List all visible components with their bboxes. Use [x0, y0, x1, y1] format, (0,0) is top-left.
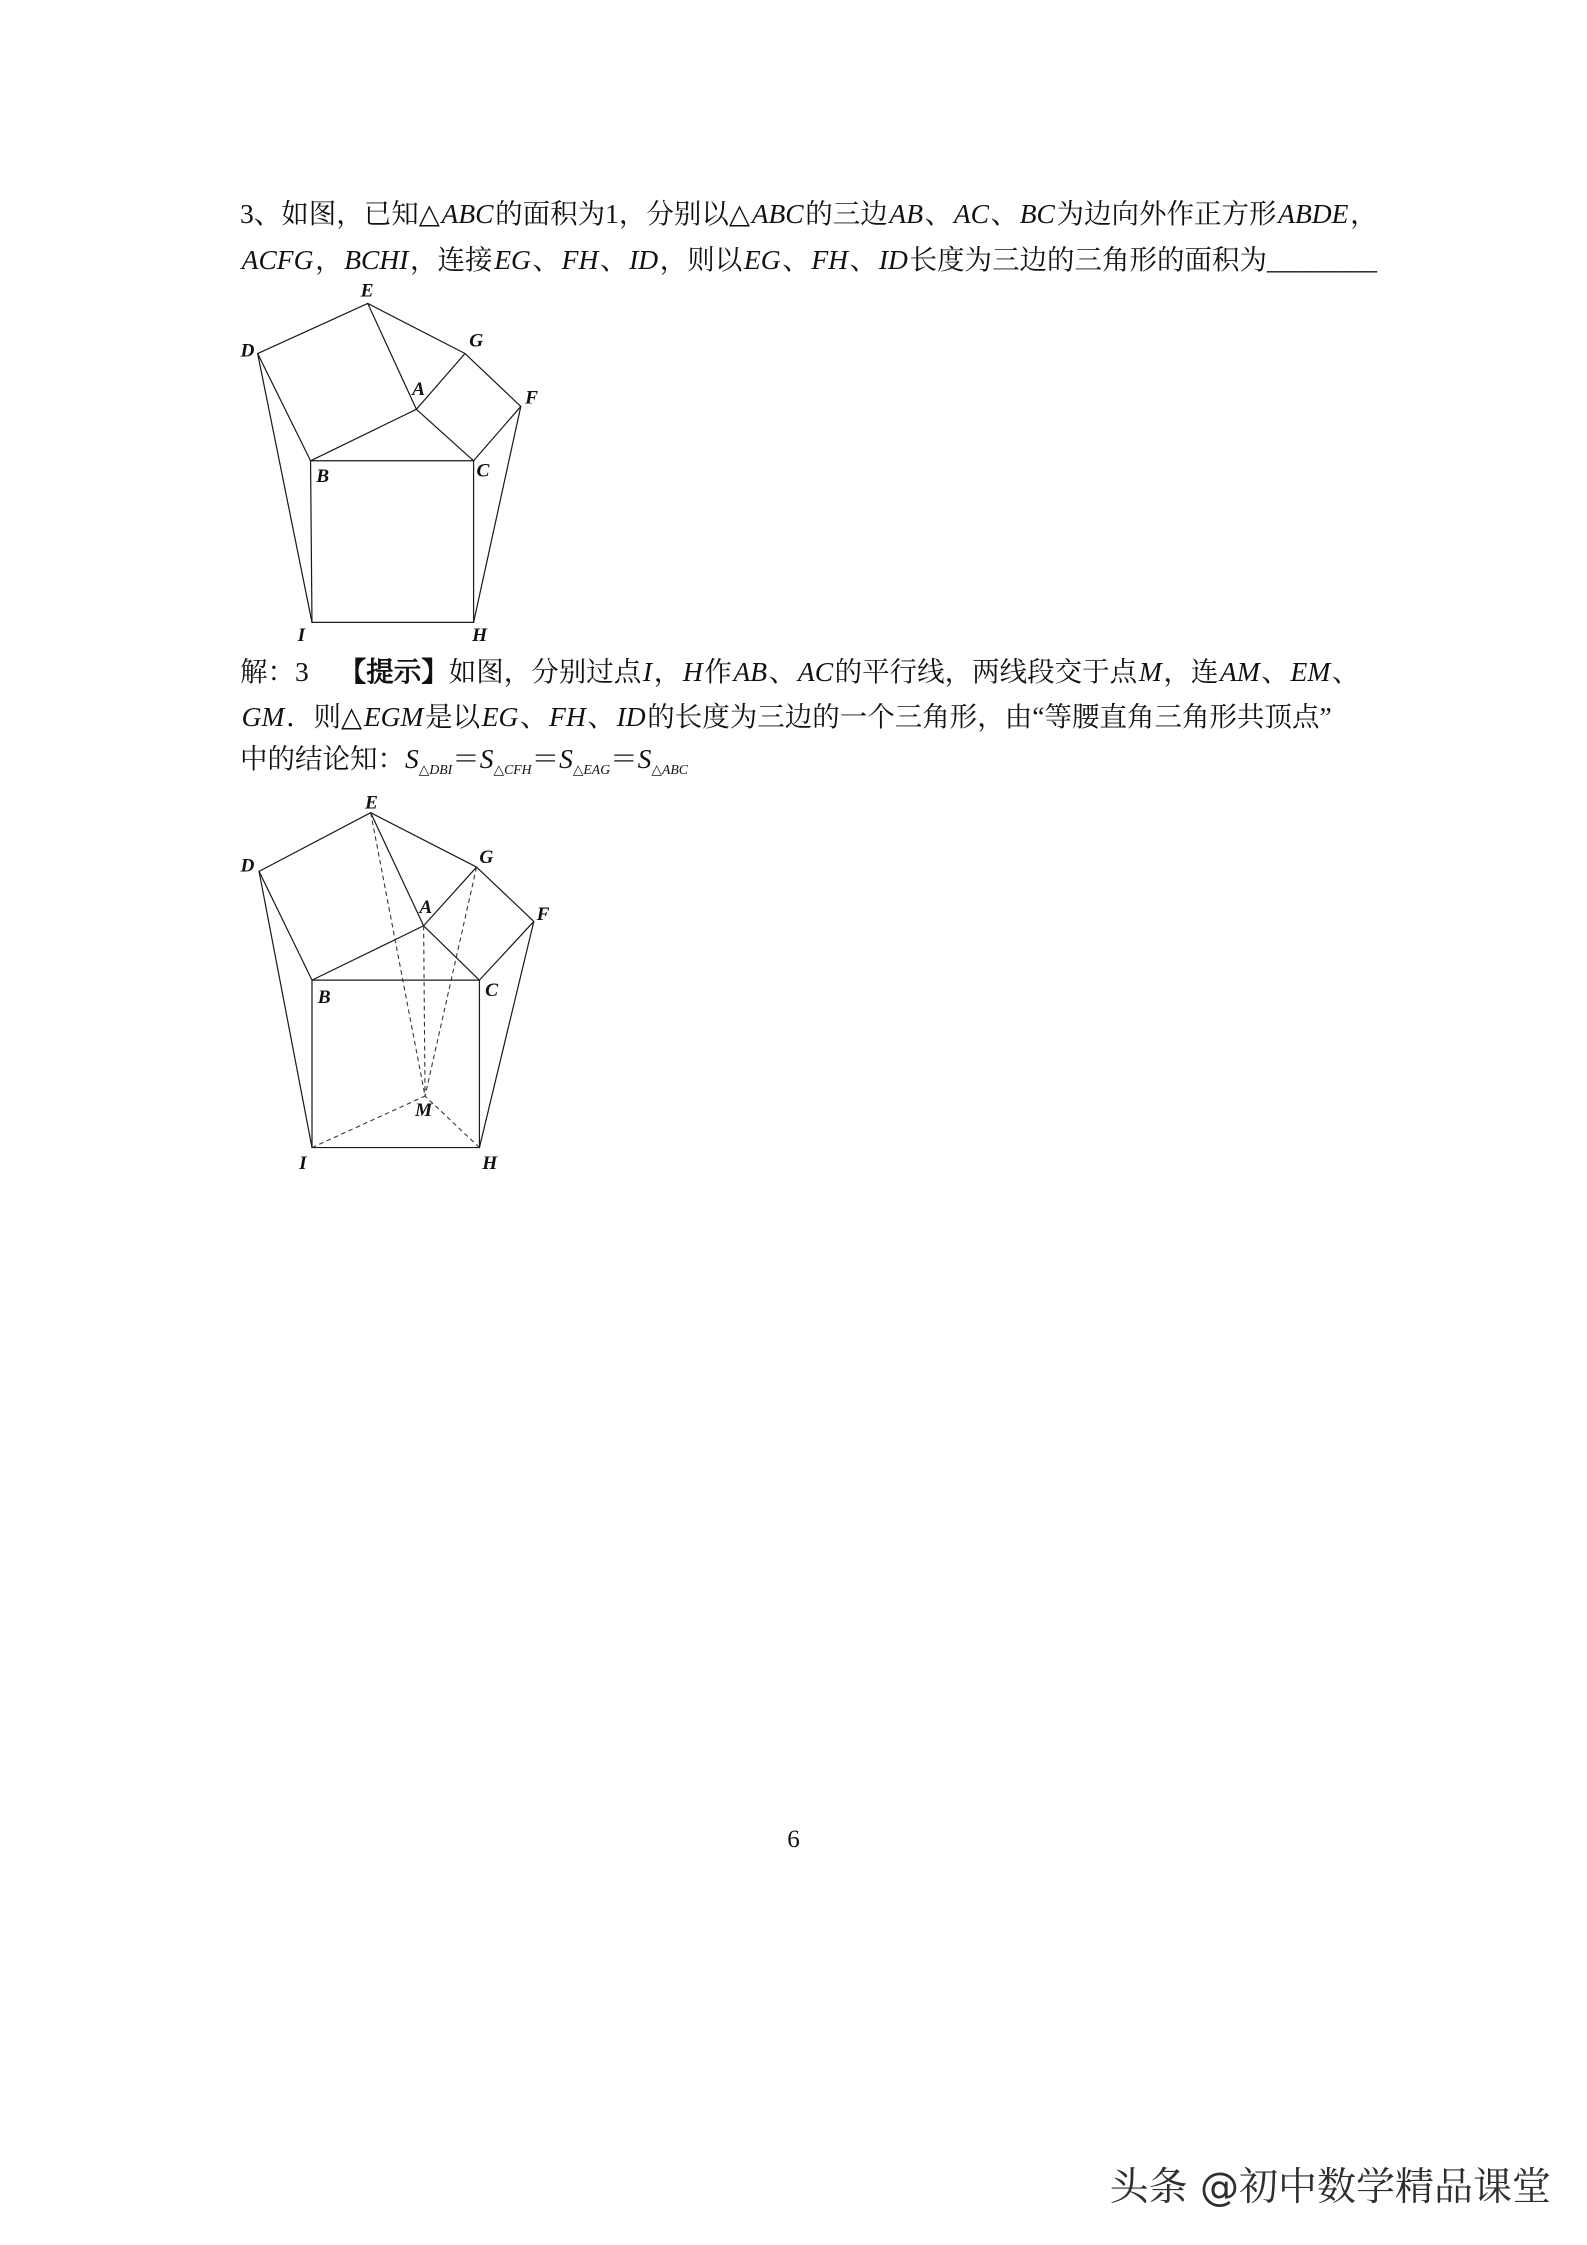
area-symbol: S	[637, 743, 652, 774]
math-variable: I	[642, 656, 653, 687]
math-variable: FH	[549, 701, 586, 732]
math-variable: GM	[241, 701, 285, 732]
point-label-M: M	[415, 1100, 433, 1122]
point-label-E: E	[360, 280, 374, 302]
math-variable: ID	[616, 701, 646, 732]
math-variable: ABC	[441, 198, 494, 229]
segment-EA	[368, 303, 417, 409]
point-label-A: A	[419, 896, 433, 918]
solution-line-1	[240, 650, 1359, 694]
question-line-2: ACFG，BCHI，连接EG、FH、ID，则以EG、FH、ID长度为三边的三角形的面积为________	[241, 244, 1377, 275]
math-variable: DBI	[429, 762, 453, 778]
math-variable: H	[682, 656, 703, 687]
math-variable: EAG	[583, 762, 611, 778]
math-variable: BC	[1019, 198, 1055, 229]
point-label-C: C	[476, 460, 490, 482]
point-label-H: H	[482, 1153, 498, 1175]
point-label-A: A	[412, 378, 425, 400]
point-label-B: B	[317, 987, 331, 1009]
math-variable: ABC	[661, 762, 688, 778]
equals-sign: ＝	[452, 743, 480, 774]
point-label-G: G	[479, 846, 494, 868]
area-symbol: S	[559, 743, 573, 774]
segment-CA	[424, 926, 480, 980]
area-subscript: △CFH	[493, 762, 532, 778]
math-variable: EM	[1290, 656, 1331, 687]
question-line-1: 3、如图，已知△ABC的面积为1，分别以△ABC的三边AB、AC、BC为边向外作正方形ABDE，	[240, 198, 1378, 229]
segment-DE	[258, 303, 368, 353]
equals-sign: ＝	[531, 743, 560, 774]
math-variable: AC	[953, 198, 989, 229]
equals-sign: ＝	[610, 743, 638, 774]
segment-FH	[474, 406, 521, 622]
math-variable: EG	[494, 244, 531, 275]
area-subscript: △ABC	[651, 762, 688, 778]
math-variable: AC	[797, 656, 834, 687]
segment-DE	[259, 813, 371, 872]
math-variable: ID	[629, 244, 659, 275]
math-variable: FH	[811, 244, 849, 275]
segment-AB	[312, 926, 424, 980]
math-variable: FH	[561, 244, 599, 275]
figure-2-auxiliary-point-M	[229, 784, 561, 1182]
point-label-H: H	[472, 624, 488, 646]
segment-GF	[465, 354, 521, 407]
answer-label: 解：3	[240, 656, 309, 687]
area-subscript: △EAG	[572, 762, 611, 778]
dashed-segment-AM	[424, 926, 425, 1096]
segment-BD	[259, 871, 312, 980]
dashed-segment-IM	[312, 1096, 425, 1148]
segment-GF	[477, 867, 534, 921]
point-label-I: I	[297, 624, 306, 646]
area-term-1	[405, 743, 453, 778]
point-label-D: D	[240, 340, 255, 362]
hint-tag: 【提示】	[338, 656, 449, 687]
solution-line-2: GM．则△EGM是以EG、FH、ID的长度为三边的一个三角形，由“等腰直角三角形共顶点”	[241, 701, 1332, 732]
segment-IB	[311, 461, 312, 623]
math-variable: EGM	[363, 701, 424, 732]
math-variable: BCHI	[344, 244, 409, 275]
watermark: 头条 @初中数学精品课堂	[1109, 2165, 1551, 2210]
segment-DI	[259, 871, 312, 1147]
segment-FC	[474, 406, 521, 460]
math-variable: ID	[878, 244, 908, 275]
point-label-I: I	[299, 1153, 307, 1175]
area-term-3	[559, 743, 611, 778]
math-variable: AB	[889, 198, 924, 229]
figure-1-squares-on-triangle	[229, 272, 558, 651]
area-symbol: S	[479, 743, 494, 774]
segment-AB	[311, 409, 417, 460]
segment-EG	[371, 813, 477, 867]
math-variable: ABDE	[1278, 198, 1349, 229]
segment-EG	[368, 303, 465, 353]
point-label-F: F	[525, 387, 538, 409]
point-label-D: D	[240, 855, 255, 877]
math-variable: ACFG	[241, 244, 314, 275]
point-label-B: B	[316, 466, 330, 488]
math-variable: M	[1138, 656, 1162, 687]
area-term-2	[479, 743, 532, 778]
dashed-segment-HM	[425, 1096, 479, 1148]
point-label-C: C	[485, 979, 499, 1001]
segment-DI	[258, 354, 312, 623]
segment-FC	[479, 921, 533, 980]
area-term-4	[637, 743, 688, 778]
point-label-G: G	[469, 330, 484, 352]
math-variable: EG	[743, 244, 781, 275]
dashed-segment-EM	[371, 813, 425, 1096]
math-variable: EG	[481, 701, 519, 732]
dashed-segment-GM	[425, 867, 477, 1096]
math-variable: CFH	[504, 762, 532, 778]
segment-EA	[371, 813, 424, 926]
conclusion-prefix: 中的结论知：	[240, 743, 405, 774]
area-subscript: △DBI	[418, 762, 453, 778]
segment-CA	[416, 409, 473, 460]
area-symbol: S	[405, 743, 419, 774]
segment-FH	[479, 921, 533, 1147]
math-variable: AB	[733, 656, 768, 687]
solution-text-1: 如图，分别过点I，H作AB、AC的平行线，两线段交于点M，连AM、EM、	[448, 656, 1360, 687]
math-variable: AM	[1220, 656, 1260, 687]
math-variable: ABC	[751, 198, 804, 229]
point-label-F: F	[536, 904, 550, 926]
point-label-E: E	[364, 792, 378, 814]
segment-BD	[258, 354, 311, 461]
page-number: 6	[787, 1826, 800, 1853]
